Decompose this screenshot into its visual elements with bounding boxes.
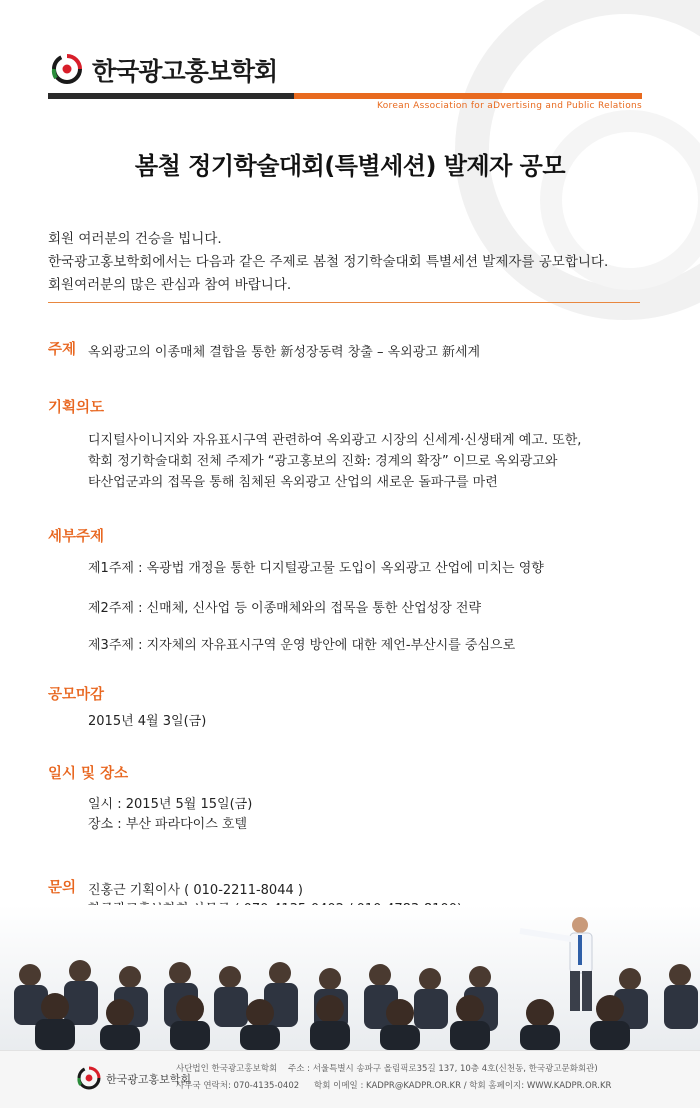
contact-line: 진홍근 기획이사 ( 010-2211-8044 ) <box>88 883 303 898</box>
section-divider <box>48 302 640 303</box>
association-name-english: Korean Association for aDvertising and Public Relations <box>376 101 642 111</box>
purpose-line: 타산업군과의 접목을 통해 침체된 옥외광고 산업의 새로운 돌파구를 마련 <box>88 475 498 490</box>
deadline-text: 2015년 4월 3일(금) <box>88 714 207 729</box>
contact-label: 문의 <box>48 880 77 896</box>
subtopic-item: 제3주제 : 지자체의 자유표시구역 운영 방안에 대한 제언-부산시를 중심으로 <box>88 638 516 653</box>
purpose-text <box>88 430 581 493</box>
page-title: 봄철 정기학술대회(특별세션) 발제자 공모 <box>134 152 566 180</box>
schedule-label: 일시 및 장소 <box>48 766 129 782</box>
subtopics-label: 세부주제 <box>48 529 105 545</box>
topic-label: 주제 <box>48 342 77 358</box>
purpose-line: 디지털사이니지와 자유표시구역 관련하여 옥외광고 시장의 신세계·신생태계 예고. 또한, <box>88 433 582 448</box>
footer <box>0 1050 700 1108</box>
intro-text <box>48 228 608 297</box>
footer-email-web: 학회 이메일 : KADPR@KADPR.OR.KR / 학회 홈페이지: WWW.KADPR.OR.KR <box>314 1081 612 1091</box>
purpose-label: 기획의도 <box>48 400 105 416</box>
subtopic-item: 제2주제 : 신매체, 신사업 등 이종매체와의 접목을 통한 산업성장 전략 <box>88 601 482 616</box>
intro-line: 한국광고홍보학회에서는 다음과 같은 주제로 봄철 정기학술대회 특별세션 발제자를 공모합니다. <box>48 254 609 270</box>
association-name: 한국광고홍보학회 <box>92 57 278 86</box>
footer-org: 사단법인 한국광고홍보학회 <box>176 1064 278 1074</box>
subtopic-item: 제1주제 : 옥광법 개정을 통한 디지털광고물 도입이 옥외광고 산업에 미치는 영향 <box>88 561 544 576</box>
topic-text: 옥외광고의 이종매체 결합을 통한 新성장동력 창출 – 옥외광고 新세계 <box>88 345 481 360</box>
association-logo-icon <box>50 52 84 86</box>
purpose-line: 학회 정기학술대회 전체 주제가 “광고홍보의 진화: 경계의 확장” 이므로 옥외광고와 <box>88 454 558 469</box>
footer-logo-icon <box>76 1065 102 1091</box>
intro-line: 회원여러분의 많은 관심과 참여 바랍니다. <box>48 277 292 293</box>
header <box>0 0 700 120</box>
schedule-place: 장소 : 부산 파라다이스 호텔 <box>88 817 248 832</box>
intro-line: 회원 여러분의 건승을 빕니다. <box>48 231 222 247</box>
footer-phone: 사무국 연락처: 070-4135-0402 <box>176 1081 300 1091</box>
header-dark-bar <box>48 93 294 99</box>
schedule-date: 일시 : 2015년 5월 15일(금) <box>88 797 253 812</box>
footer-logo-text: 한국광고홍보학회 <box>106 1073 192 1086</box>
deadline-label: 공모마감 <box>48 687 105 703</box>
seminar-audience-photo <box>0 905 700 1050</box>
footer-address: 주소 : 서울특별시 송파구 올림픽로35길 137, 10층 4호(신천동, 한국광고문화회관) <box>288 1064 598 1074</box>
